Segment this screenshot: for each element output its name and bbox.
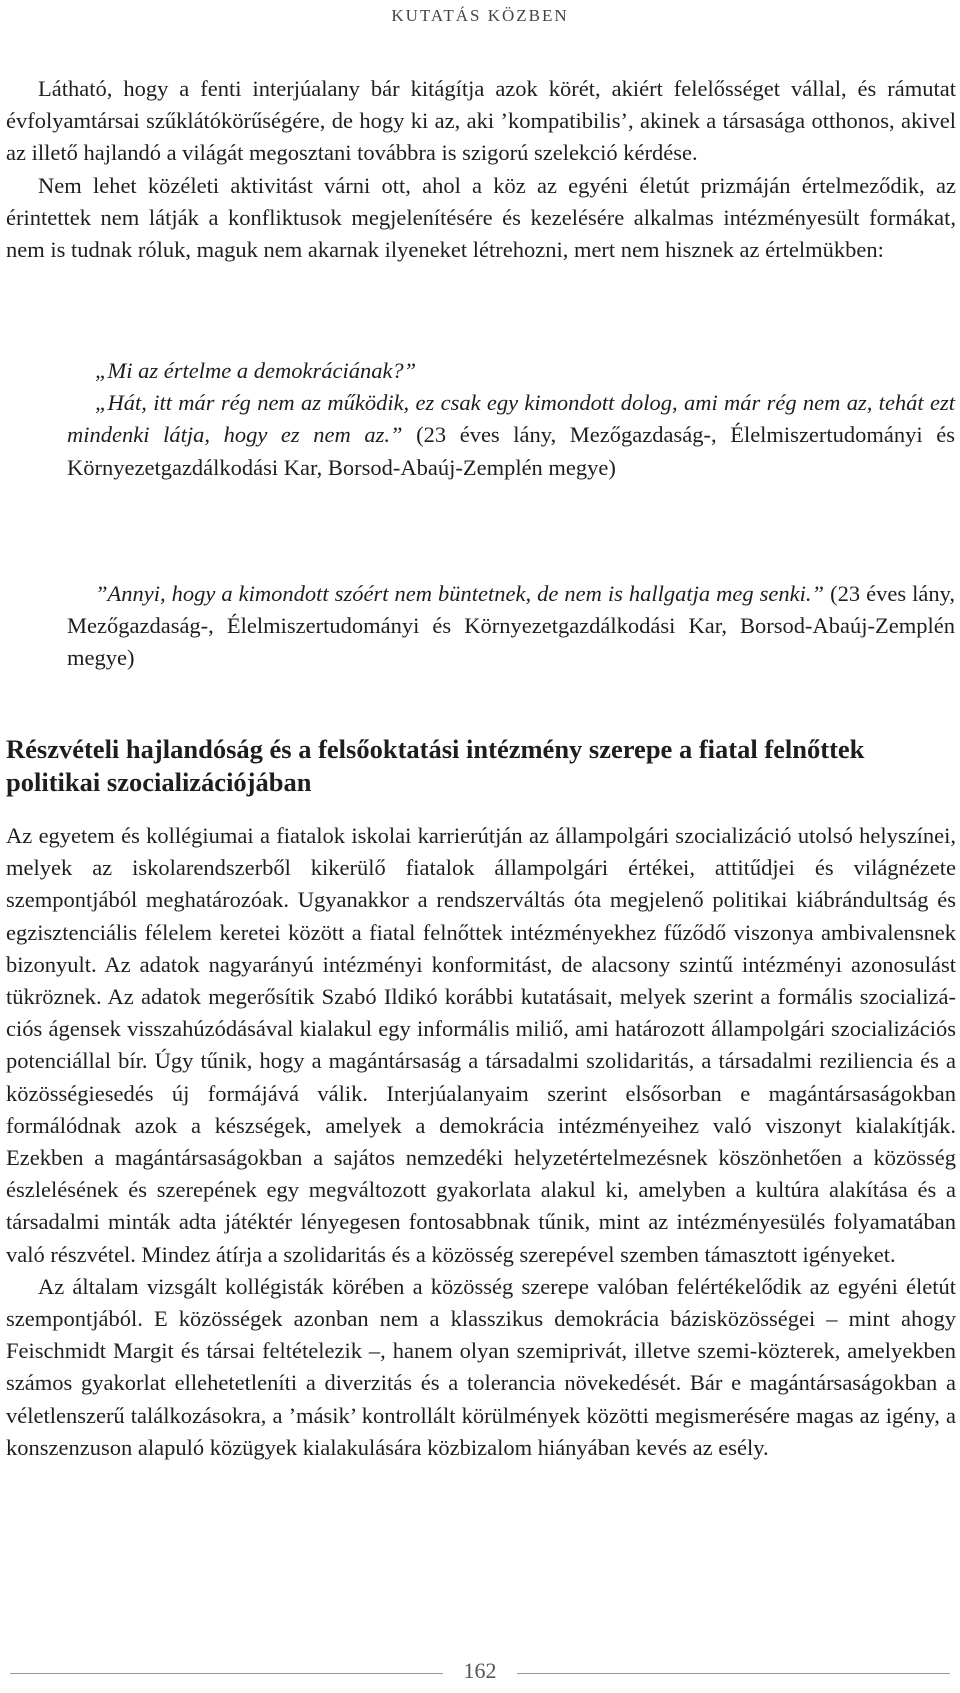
quote-answer: „Hát, itt már rég nem az működik, ez csak egy kimondott dolog, ami már rég nem az, tehát ezt mindenki látja, hogy ez nem az.” (67, 390, 955, 448)
quote-source: (23 éves lány, Mezőgazdaság-, Élelmiszertudományi és Környezetgazdálkodási Kar, Borsod-Abaúj-Zemplén megye) (67, 581, 956, 671)
section-heading: Részvételi hajlandóság és a felsőoktatási intézmény szerepe a fiatal felnőttek politikai szocializációjában (6, 734, 865, 797)
quote-source: (23 éves lány, Mezőgazdaság-, Élelmiszertudományi és Környezetgazdálkodási Kar, Borsod-Abaúj-Zemplén megye) (67, 422, 955, 480)
interview-quote-2 (67, 578, 955, 675)
intro-paragraph-1: Látható, hogy a fenti interjúalany bár kitágítja azok körét, akiért felelősséget vállal, és rámutat évfolyamtársai szűklátókörűségére, de hogy ki az, aki ’kompatibilis’, akinek a társasága otthonos, akivel az illető hajlandó a világát megosztani továbbra is szigorú szelekció kérdése. (6, 76, 956, 166)
quote-question: „Mi az értelme a demokráciának?” (95, 358, 417, 383)
page-footer (0, 1658, 960, 1688)
section-body (6, 820, 956, 1464)
page-number: 162 (463, 1658, 497, 1683)
running-head: KUTATÁS KÖZBEN (391, 6, 569, 25)
section-paragraph-2: Az általam vizsgált kollégisták körében a közösség szerepe valóban felértékelődik az egyéni életút szempontjából. E közösségek azonban nem a klasszikus demokrácia bázisközösségei – mint ahogy Feischmidt Margit és társai feltételezik –, hanem olyan szemiprivát, illetve szemi-közterek, amelyekben számos gyakorlat ellehetetleníti a diverzitás és a tolerancia növekedését. Bár e magántársaságokban a véletlenszerű találkozásokra, a ’másik’ kontrollált körülmények közötti megismerésére magas az igény, a konszenzuson alapuló közügyek kialakulására közbizalom hiányában kevés az esély. (6, 1273, 956, 1460)
footer-rule-right (517, 1673, 950, 1674)
section-paragraph-1: Az egyetem és kollégiumai a fiatalok iskolai karrierútján az állampolgári szocializáció utolsó helyszínei, melyek az iskolarendszerből kikerülő fiatalok állampolgári értékei, attitűdjei és világnézete szempontjából meghatározóak. Ugyanakkor a rendszerváltás óta megjelenő politikai kiábrándultság és egzisztenciális félelem keretei között a fiatal felnőttek intézményekhez fűződő viszonya ambivalensnek bizonyult. Az adatok nagyarányú intézményi konformitást, de alacsony szintű intézményi azonosulást tükröznek. Az adatok megerősítik Szabó Ildikó korábbi kutatásait, melyek szerint a formális szocializációs ágensek visszahúzódásával kialakul egy informális miliő, ami határozott állampolgári szocializációs potenciállal bír. Úgy tűnik, hogy a magántársaság a társadalmi szolidaritás, a társadalmi reziliencia és a közösségiesedés új formájává válik. Interjúalanyaim szerint elsősorban e magántársaságokban formálódnak azok a készségek, amelyek a demokrácia intézményeihez való viszonyt kialakítják. Ezekben a magántársaságokban a sajátos nemzedéki helyzetértelmezésnek köszönhetően a közösség észlelésének és szerepének egy megváltozott gyakorlata alakul ki, amelyben a kultúra alakítása és a társadalmi minták adta játéktér lényegesen fontosabbnak tűnik, mint az intézményesülés folyamatában való részvétel. Mindez átírja a szolidaritás és a közösség szerepével szemben támasztott igényeket. (6, 823, 956, 1267)
interview-quote-1 (67, 355, 955, 484)
intro-paragraph-2: Nem lehet közéleti aktivitást várni ott, ahol a köz az egyéni életút prizmáján értelmeződik, az érintettek nem látják a konfliktusok megjelenítésére és kezelésére alkalmas intézményesült formákat, nem is tudnak róluk, maguk nem akarnak ilyeneket létrehozni, mert nem hisznek az értelmükben: (6, 172, 956, 263)
quote-text: ”Annyi, hogy a kimondott szóért nem büntetnek, de nem is hallgatja meg senki.” (95, 581, 825, 606)
intro-text (6, 73, 956, 266)
